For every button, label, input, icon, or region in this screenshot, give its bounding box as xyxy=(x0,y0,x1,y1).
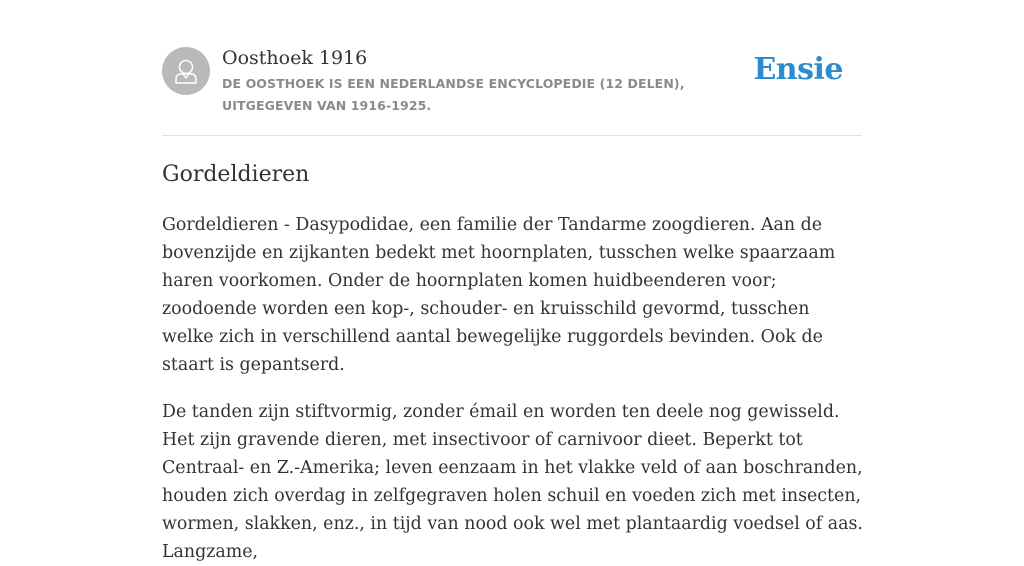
article xyxy=(162,158,866,566)
source-header xyxy=(162,44,862,134)
source-description: DE OOSTHOEK IS EEN NEDERLANDSE ENCYCLOPEDIE (12 DELEN), UITGEGEVEN VAN 1916-1925. xyxy=(222,76,685,113)
header-divider xyxy=(162,135,862,136)
article-title: Gordeldieren xyxy=(162,162,310,187)
source-name-link[interactable]: Oosthoek 1916 xyxy=(222,47,368,69)
source-avatar[interactable] xyxy=(162,47,210,95)
article-paragraph-2: De tanden zijn stiftvormig, zonder émail en worden ten deele nog gewisseld. Het zijn gravende dieren, met insectivoor of carnivoor dieet. Beperkt tot Centraal- en Z.-Amerika; leven eenzaam in het vlakke veld of aan boschranden, houden zich overdag in zelfgegraven holen schuil en voeden zich met insecten, wormen, slakken, enz., in tijd van nood ook wel met plantaardig voedsel of aas. Langzame, xyxy=(162,402,863,562)
user-icon xyxy=(162,47,210,95)
article-paragraph-1: Gordeldieren - Dasypodidae, een familie der Tandarme zoogdieren. Aan de bovenzijde en zijkanten bedekt met hoornplaten, tusschen welke spaarzaam haren voorkomen. Onder de hoornplaten komen huidbeenderen voor; zoodoende worden een kop-, schouder- en kruisschild gevormd, tusschen welke zich in verschillend aantal bewegelijke ruggordels bevinden. Ook de staart is gepantserd. xyxy=(162,215,836,375)
ensie-logo[interactable]: Ensie xyxy=(753,52,843,87)
